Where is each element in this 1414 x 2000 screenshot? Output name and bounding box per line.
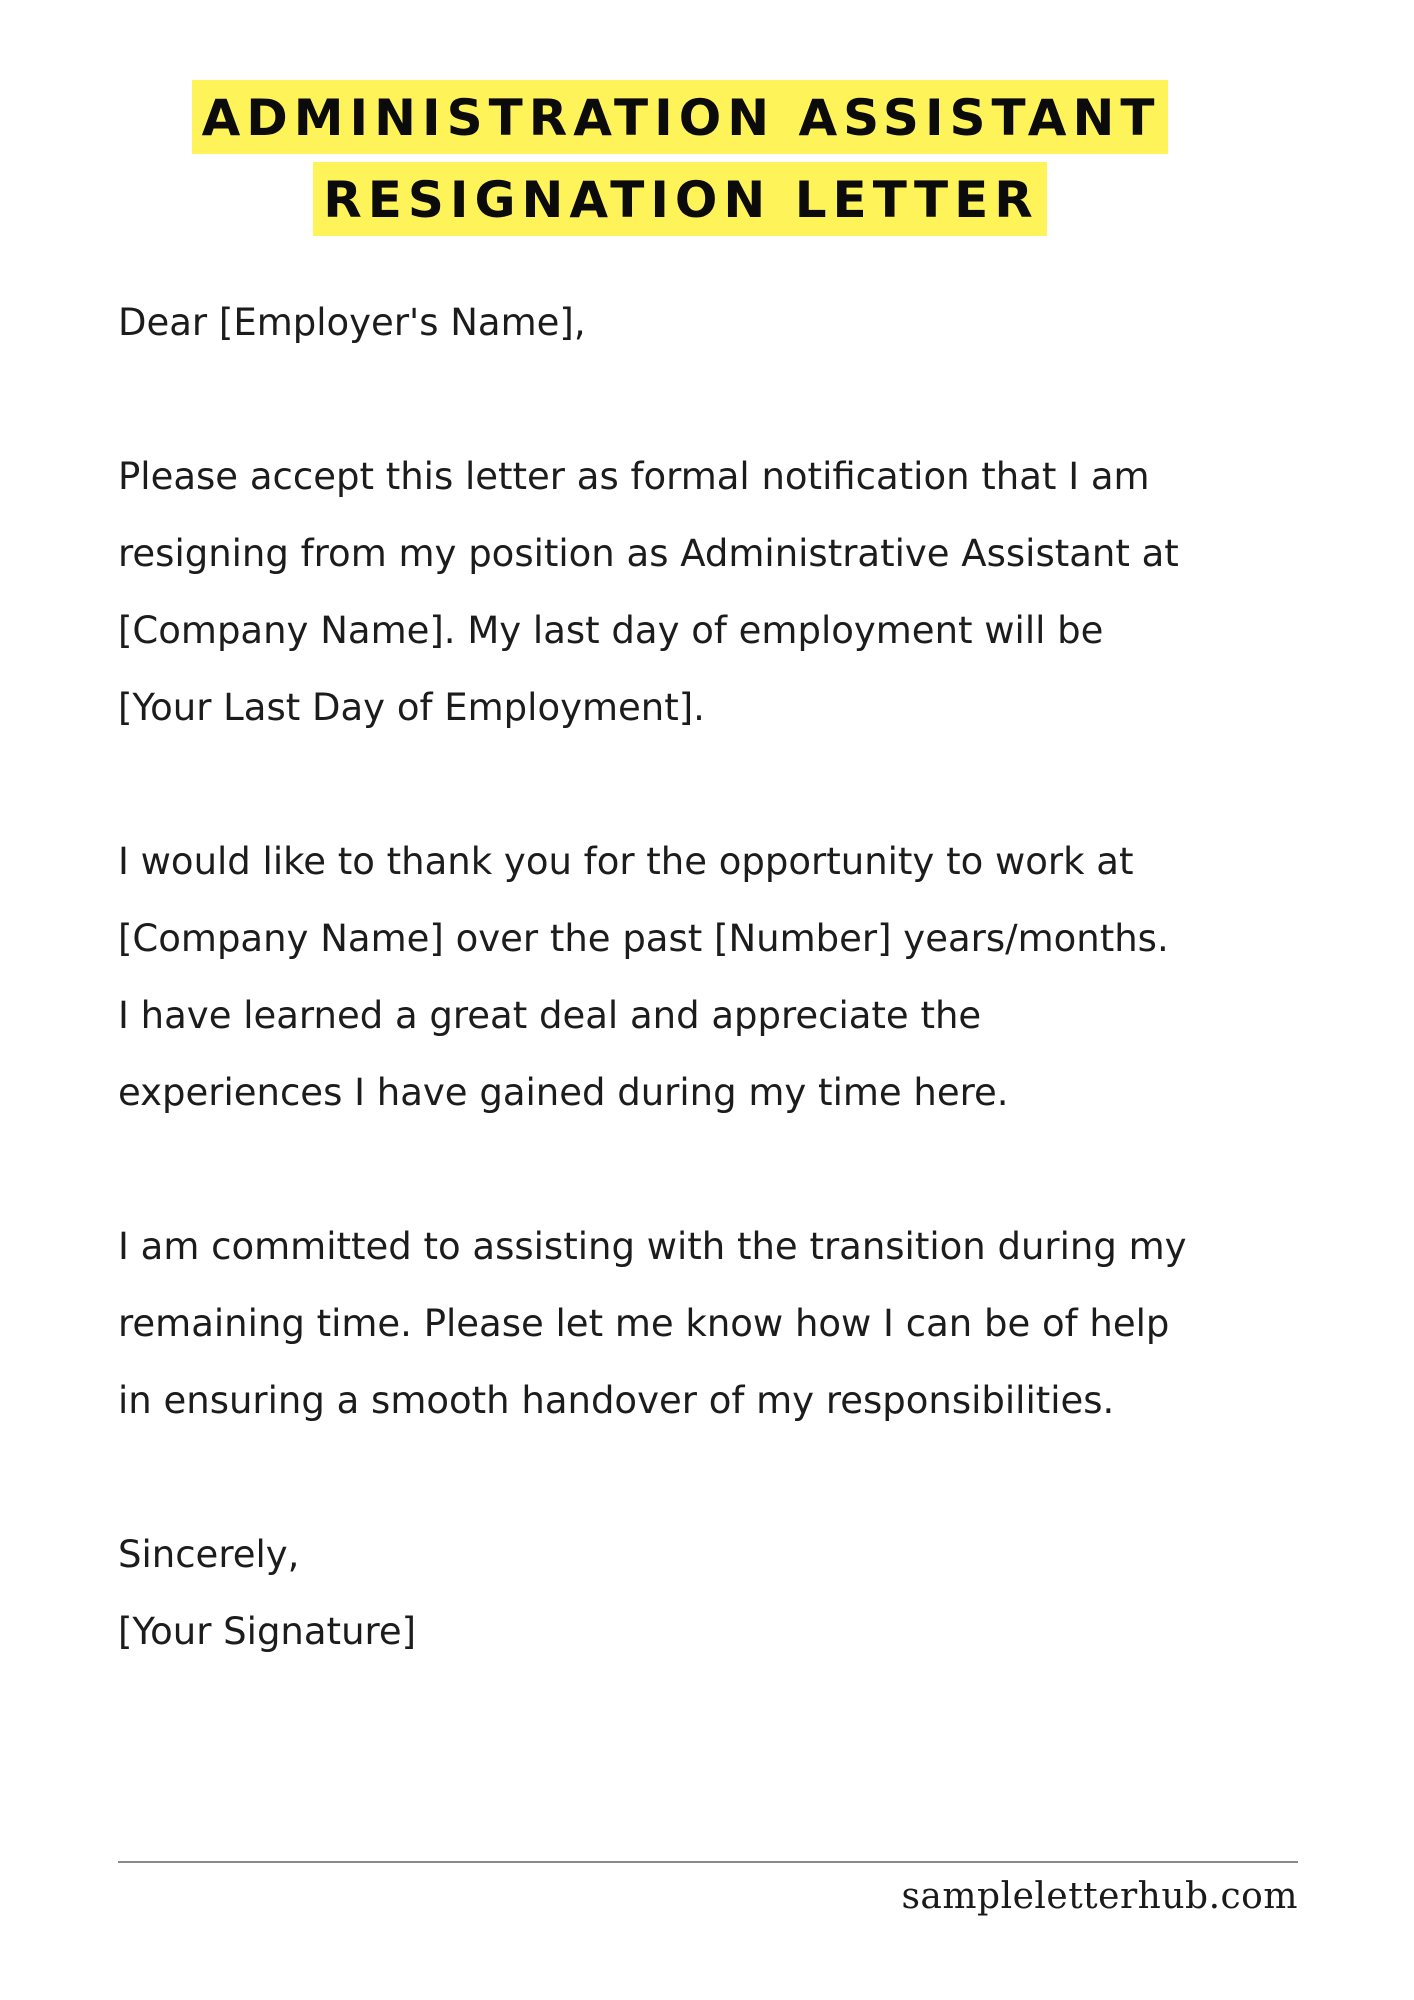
closing-text: Sincerely, — [118, 1533, 300, 1576]
paragraph-line: remaining time. Please let me know how I can be of help — [118, 1302, 1170, 1345]
closing-block — [118, 1516, 1358, 1670]
footer-site-name: sampleletterhub.com — [901, 1876, 1298, 1917]
paragraph-notification — [118, 438, 1358, 746]
footer-divider — [118, 1861, 1298, 1863]
paragraph-transition — [118, 1208, 1358, 1439]
paragraph-line: in ensuring a smooth handover of my responsibilities. — [118, 1379, 1115, 1422]
signature-placeholder: [Your Signature] — [118, 1610, 417, 1653]
salutation-text: Dear [Employer's Name], — [118, 301, 586, 344]
paragraph-line: I have learned a great deal and appreciate the — [118, 994, 982, 1037]
paragraph-line: I am committed to assisting with the transition during my — [118, 1225, 1187, 1268]
paragraph-line: [Your Last Day of Employment]. — [118, 686, 705, 729]
paragraph-line: I would like to thank you for the opportunity to work at — [118, 840, 1134, 883]
document-title — [0, 80, 1360, 236]
paragraph-line: [Company Name] over the past [Number] years/months. — [118, 917, 1169, 960]
letter-body — [118, 284, 1358, 1670]
paragraph-line: Please accept this letter as formal notification that I am — [118, 455, 1150, 498]
salutation — [118, 284, 1358, 361]
title-line-1: ADMINISTRATION ASSISTANT — [192, 80, 1169, 154]
title-line-2: RESIGNATION LETTER — [313, 162, 1046, 236]
paragraph-line: [Company Name]. My last day of employment will be — [118, 609, 1104, 652]
paragraph-line: experiences I have gained during my time here. — [118, 1071, 1009, 1114]
paragraph-thanks — [118, 823, 1358, 1131]
paragraph-line: resigning from my position as Administrative Assistant at — [118, 532, 1179, 575]
